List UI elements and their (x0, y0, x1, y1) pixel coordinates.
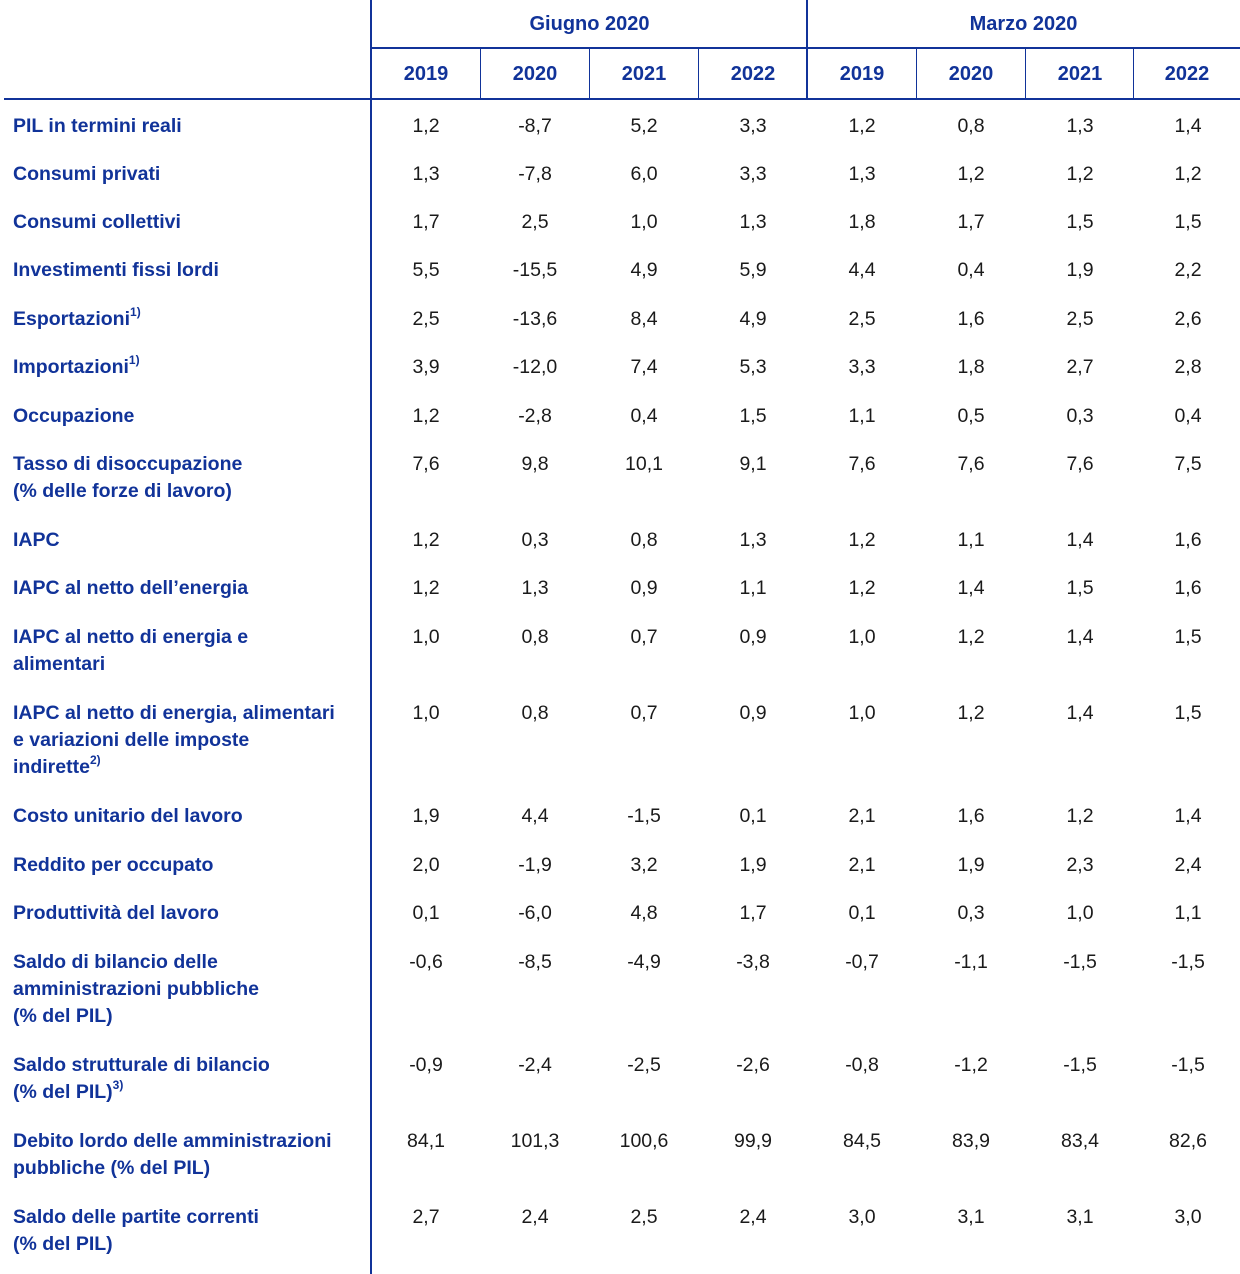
row-label: Investimenti fissi lordi (13, 259, 219, 281)
value-cell: 2,5 (630, 1206, 658, 1228)
year-header: 2022 (730, 62, 776, 85)
value-cell: 1,6 (957, 805, 985, 827)
value-cell: 7,4 (630, 356, 658, 378)
row-label: Consumi privati (13, 163, 161, 185)
divider (480, 48, 481, 100)
value-cell: 0,4 (630, 405, 658, 427)
value-cell: 82,6 (1169, 1130, 1207, 1152)
value-cell: 83,4 (1061, 1130, 1099, 1152)
value-cell: -1,5 (1171, 951, 1205, 973)
value-cell: 6,0 (630, 163, 658, 185)
value-cell: 3,0 (848, 1206, 876, 1228)
value-cell: 1,5 (1066, 211, 1094, 233)
value-cell: 1,2 (957, 626, 985, 648)
value-cell: 0,9 (630, 577, 658, 599)
row-label: IAPC al netto di energia, alimentari e variazioni delle imposte indirette$^{2)}$ (13, 702, 335, 778)
value-cell: 101,3 (510, 1130, 560, 1152)
value-cell: 2,2 (1174, 259, 1202, 281)
value-cell: 2,5 (1066, 308, 1094, 330)
year-header: 2019 (839, 62, 885, 85)
group-header-june: Giugno 2020 (529, 12, 650, 35)
divider (806, 0, 808, 100)
divider (1133, 48, 1134, 100)
value-cell: 0,9 (739, 702, 767, 724)
value-cell: 2,1 (848, 805, 876, 827)
value-cell: 0,5 (957, 405, 985, 427)
value-cell: 1,5 (1174, 702, 1202, 724)
value-cell: 84,1 (407, 1130, 445, 1152)
value-cell: -8,5 (518, 951, 552, 973)
value-cell: 1,8 (848, 211, 876, 233)
value-cell: 1,1 (1174, 902, 1202, 924)
value-cell: 1,6 (957, 308, 985, 330)
value-cell: 3,2 (630, 854, 658, 876)
year-header: 2021 (1057, 62, 1103, 85)
value-cell: 0,4 (1174, 405, 1202, 427)
footnote-marker: 3) (112, 1077, 124, 1092)
value-cell: 2,5 (848, 308, 876, 330)
value-cell: 1,0 (848, 626, 876, 648)
year-header: 2019 (403, 62, 449, 85)
year-header: 2020 (948, 62, 994, 85)
value-cell: 9,8 (521, 453, 549, 475)
value-cell: -3,8 (736, 951, 770, 973)
value-cell: 1,0 (412, 626, 440, 648)
value-cell: 2,5 (521, 211, 549, 233)
value-cell: 1,9 (1066, 259, 1094, 281)
value-cell: 1,5 (739, 405, 767, 427)
value-cell: 1,3 (848, 163, 876, 185)
value-cell: 1,4 (1174, 805, 1202, 827)
value-cell: 5,5 (412, 259, 440, 281)
value-cell: 1,2 (1174, 163, 1202, 185)
value-cell: 5,9 (739, 259, 767, 281)
value-cell: 1,5 (1066, 577, 1094, 599)
divider (4, 98, 1240, 100)
value-cell: -12,0 (512, 356, 558, 378)
year-header: 2021 (621, 62, 667, 85)
value-cell: -1,1 (954, 951, 988, 973)
value-cell: 0,1 (848, 902, 876, 924)
value-cell: -1,2 (954, 1054, 988, 1076)
value-cell: 1,3 (739, 211, 767, 233)
value-cell: 1,7 (739, 902, 767, 924)
value-cell: 1,2 (848, 115, 876, 137)
value-cell: 2,4 (1174, 854, 1202, 876)
row-label: Debito lordo delle amministrazioni pubbliche (% del PIL) (13, 1130, 332, 1179)
value-cell: -0,7 (845, 951, 879, 973)
value-cell: 0,3 (521, 529, 549, 551)
value-cell: 0,1 (412, 902, 440, 924)
value-cell: 0,4 (957, 259, 985, 281)
value-cell: 0,9 (739, 626, 767, 648)
value-cell: 1,4 (1066, 626, 1094, 648)
value-cell: 1,1 (739, 577, 767, 599)
value-cell: 4,4 (848, 259, 876, 281)
value-cell: 7,6 (412, 453, 440, 475)
row-label: Reddito per occupato (13, 854, 214, 876)
value-cell: 1,4 (1066, 529, 1094, 551)
row-label: PIL in termini reali (13, 115, 182, 137)
value-cell: 1,3 (521, 577, 549, 599)
value-cell: 1,5 (1174, 211, 1202, 233)
value-cell: 2,4 (521, 1206, 549, 1228)
value-cell: 83,9 (952, 1130, 990, 1152)
value-cell: -4,9 (627, 951, 661, 973)
value-cell: 3,3 (739, 163, 767, 185)
value-cell: 3,0 (1174, 1206, 1202, 1228)
value-cell: 0,8 (630, 529, 658, 551)
row-label: Occupazione (13, 405, 135, 427)
value-cell: 4,8 (630, 902, 658, 924)
value-cell: 1,0 (630, 211, 658, 233)
value-cell: 2,3 (1066, 854, 1094, 876)
value-cell: 2,7 (412, 1206, 440, 1228)
row-label: IAPC (13, 529, 60, 551)
value-cell: 3,3 (848, 356, 876, 378)
value-cell: 1,5 (1174, 626, 1202, 648)
value-cell: -0,9 (409, 1054, 443, 1076)
value-cell: 0,1 (739, 805, 767, 827)
row-label: Consumi collettivi (13, 211, 181, 233)
value-cell: -8,7 (518, 115, 552, 137)
row-label: Tasso di disoccupazione (% delle forze di lavoro) (13, 453, 243, 502)
divider (1025, 48, 1026, 100)
value-cell: 1,1 (957, 529, 985, 551)
value-cell: 3,1 (1066, 1206, 1094, 1228)
value-cell: 99,9 (734, 1130, 772, 1152)
divider (589, 48, 590, 100)
value-cell: 0,7 (630, 626, 658, 648)
value-cell: -0,8 (845, 1054, 879, 1076)
group-header-march: Marzo 2020 (969, 12, 1078, 35)
value-cell: 1,0 (1066, 902, 1094, 924)
value-cell: -2,4 (518, 1054, 552, 1076)
value-cell: 1,1 (848, 405, 876, 427)
row-label: IAPC al netto dell’energia (13, 577, 249, 599)
value-cell: 1,2 (1066, 163, 1094, 185)
value-cell: 1,4 (957, 577, 985, 599)
row-label: Saldo di bilancio delle amministrazioni pubbliche (% del PIL) (13, 951, 259, 1027)
value-cell: 0,3 (957, 902, 985, 924)
value-cell: 0,8 (521, 626, 549, 648)
value-cell: 10,1 (625, 453, 663, 475)
value-cell: -15,5 (512, 259, 558, 281)
value-cell: 1,0 (848, 702, 876, 724)
value-cell: 1,2 (957, 702, 985, 724)
value-cell: 3,3 (739, 115, 767, 137)
value-cell: 1,2 (957, 163, 985, 185)
value-cell: 1,2 (1066, 805, 1094, 827)
value-cell: 7,6 (1066, 453, 1094, 475)
value-cell: 1,2 (412, 405, 440, 427)
value-cell: -1,5 (627, 805, 661, 827)
value-cell: 1,3 (412, 163, 440, 185)
value-cell: 5,2 (630, 115, 658, 137)
value-cell: 1,7 (412, 211, 440, 233)
value-cell: 100,6 (619, 1130, 669, 1152)
value-cell: 5,3 (739, 356, 767, 378)
value-cell: 1,9 (739, 854, 767, 876)
value-cell: 1,3 (739, 529, 767, 551)
value-cell: 9,1 (739, 453, 767, 475)
value-cell: 1,2 (848, 577, 876, 599)
value-cell: 2,6 (1174, 308, 1202, 330)
value-cell: 7,6 (848, 453, 876, 475)
year-header: 2022 (1164, 62, 1210, 85)
value-cell: 1,6 (1174, 529, 1202, 551)
value-cell: 1,2 (412, 529, 440, 551)
year-header: 2020 (512, 62, 558, 85)
value-cell: 2,7 (1066, 356, 1094, 378)
row-label: Costo unitario del lavoro (13, 805, 243, 827)
row-label: Importazioni$^{1)}$ (13, 352, 140, 378)
value-cell: 2,0 (412, 854, 440, 876)
value-cell: -2,6 (736, 1054, 770, 1076)
value-cell: -13,6 (512, 308, 558, 330)
value-cell: 1,2 (412, 115, 440, 137)
value-cell: 0,7 (630, 702, 658, 724)
value-cell: 0,3 (1066, 405, 1094, 427)
divider (371, 47, 1240, 49)
footnote-marker: 1) (130, 304, 141, 319)
value-cell: 4,9 (630, 259, 658, 281)
value-cell: 1,4 (1066, 702, 1094, 724)
divider (698, 48, 699, 100)
value-cell: 4,4 (521, 805, 549, 827)
value-cell: 84,5 (843, 1130, 881, 1152)
value-cell: 1,4 (1174, 115, 1202, 137)
value-cell: 7,6 (957, 453, 985, 475)
value-cell: 1,9 (957, 854, 985, 876)
value-cell: 1,2 (412, 577, 440, 599)
row-label: Saldo delle partite correnti (% del PIL) (13, 1206, 259, 1255)
value-cell: -1,5 (1171, 1054, 1205, 1076)
value-cell: -7,8 (518, 163, 552, 185)
value-cell: 1,7 (957, 211, 985, 233)
value-cell: 7,5 (1174, 453, 1202, 475)
value-cell: 1,3 (1066, 115, 1094, 137)
value-cell: -2,5 (627, 1054, 661, 1076)
value-cell: 1,6 (1174, 577, 1202, 599)
value-cell: 0,8 (521, 702, 549, 724)
value-cell: 2,4 (739, 1206, 767, 1228)
value-cell: 2,1 (848, 854, 876, 876)
footnote-marker: 2) (89, 752, 101, 767)
value-cell: 8,4 (630, 308, 658, 330)
value-cell: -6,0 (518, 902, 552, 924)
value-cell: 1,8 (957, 356, 985, 378)
value-cell: 4,9 (739, 308, 767, 330)
footnote-marker: 1) (128, 352, 140, 367)
row-label: Esportazioni$^{1)}$ (13, 304, 141, 330)
value-cell: 3,1 (957, 1206, 985, 1228)
value-cell: -0,6 (409, 951, 443, 973)
value-cell: 1,0 (412, 702, 440, 724)
value-cell: 0,8 (957, 115, 985, 137)
value-cell: 1,9 (412, 805, 440, 827)
divider (916, 48, 917, 100)
value-cell: 3,9 (412, 356, 440, 378)
value-cell: 1,2 (848, 529, 876, 551)
row-label: Saldo strutturale di bilancio (% del PIL)$^{3)}$ (13, 1054, 270, 1103)
value-cell: 2,8 (1174, 356, 1202, 378)
value-cell: -2,8 (518, 405, 552, 427)
value-cell: -1,9 (518, 854, 552, 876)
value-cell: -1,5 (1063, 951, 1097, 973)
value-cell: 2,5 (412, 308, 440, 330)
value-cell: -1,5 (1063, 1054, 1097, 1076)
row-label: IAPC al netto di energia e alimentari (13, 626, 249, 675)
row-label: Produttività del lavoro (13, 902, 219, 924)
